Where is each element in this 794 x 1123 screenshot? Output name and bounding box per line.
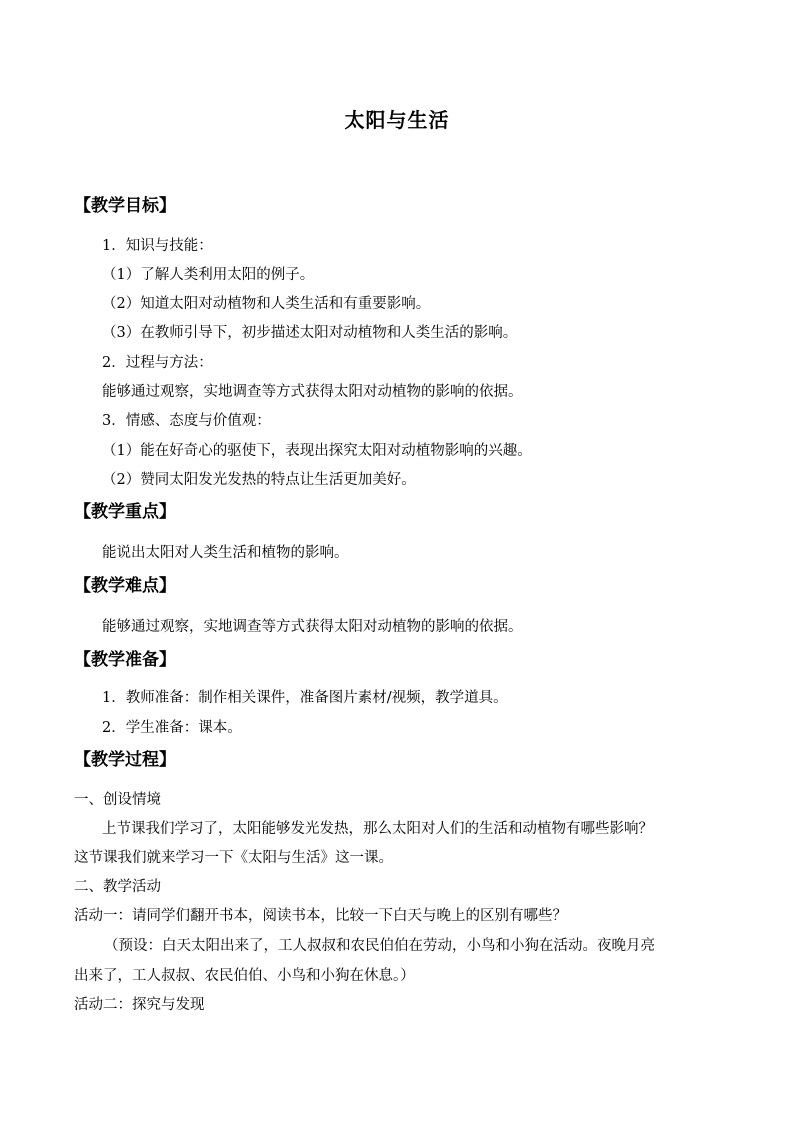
process-line: 一、创设情境 xyxy=(74,792,161,808)
preparation-heading: 【教学准备】 xyxy=(74,650,176,670)
process-heading: 【教学过程】 xyxy=(74,750,176,770)
objectives-heading: 【教学目标】 xyxy=(74,196,176,216)
difficulties-text: 能够通过观察，实地调查等方式获得太阳对动植物的影响的依据。 xyxy=(102,619,523,635)
difficulties-heading: 【教学难点】 xyxy=(74,576,176,596)
process-line: 活动一：请同学们翻开书本，阅读书本，比较一下白天与晚上的区别有哪些？ xyxy=(74,908,567,924)
process-line: 出来了，工人叔叔、农民伯伯、小鸟和小狗在休息。） xyxy=(74,968,415,984)
objectives-line: （2）赞同太阳发光发热的特点让生活更加美好。 xyxy=(102,472,416,488)
key-points-text: 能说出太阳对人类生活和植物的影响。 xyxy=(102,545,349,561)
objectives-line: 2．过程与方法： xyxy=(102,355,213,371)
objectives-line: 1．知识与技能： xyxy=(102,238,213,254)
objectives-line: 能够通过观察，实地调查等方式获得太阳对动植物的影响的依据。 xyxy=(102,384,523,400)
key-points-heading: 【教学重点】 xyxy=(74,502,176,522)
objectives-line: （3）在教师引导下，初步描述太阳对动植物和人类生活的影响。 xyxy=(102,325,518,341)
process-line: 二、教学活动 xyxy=(74,879,161,895)
objectives-line: （1）能在好奇心的驱使下，表现出探究太阳对动植物影响的兴趣。 xyxy=(102,443,532,459)
preparation-line: 2．学生准备：课本。 xyxy=(102,720,242,736)
process-line: （预设：白天太阳出来了，工人叔叔和农民伯伯在劳动，小鸟和小狗在活动。夜晚月亮 xyxy=(104,938,655,954)
process-line: 活动二：探究与发现 xyxy=(74,997,205,1013)
objectives-line: 3．情感、态度与价值观： xyxy=(102,413,271,429)
objectives-line: （1）了解人类利用太阳的例子。 xyxy=(102,267,315,283)
process-line: 上节课我们学习了，太阳能够发光发热，那么太阳对人们的生活和动植物有哪些影响？ xyxy=(102,821,653,837)
process-line: 这节课我们就来学习一下《太阳与生活》这一课。 xyxy=(74,850,393,866)
document-title: 太阳与生活 xyxy=(344,108,450,132)
preparation-line: 1．教师准备：制作相关课件，准备图片素材/视频，教学道具。 xyxy=(102,690,508,706)
objectives-line: （2）知道太阳对动植物和人类生活和有重要影响。 xyxy=(102,296,431,312)
